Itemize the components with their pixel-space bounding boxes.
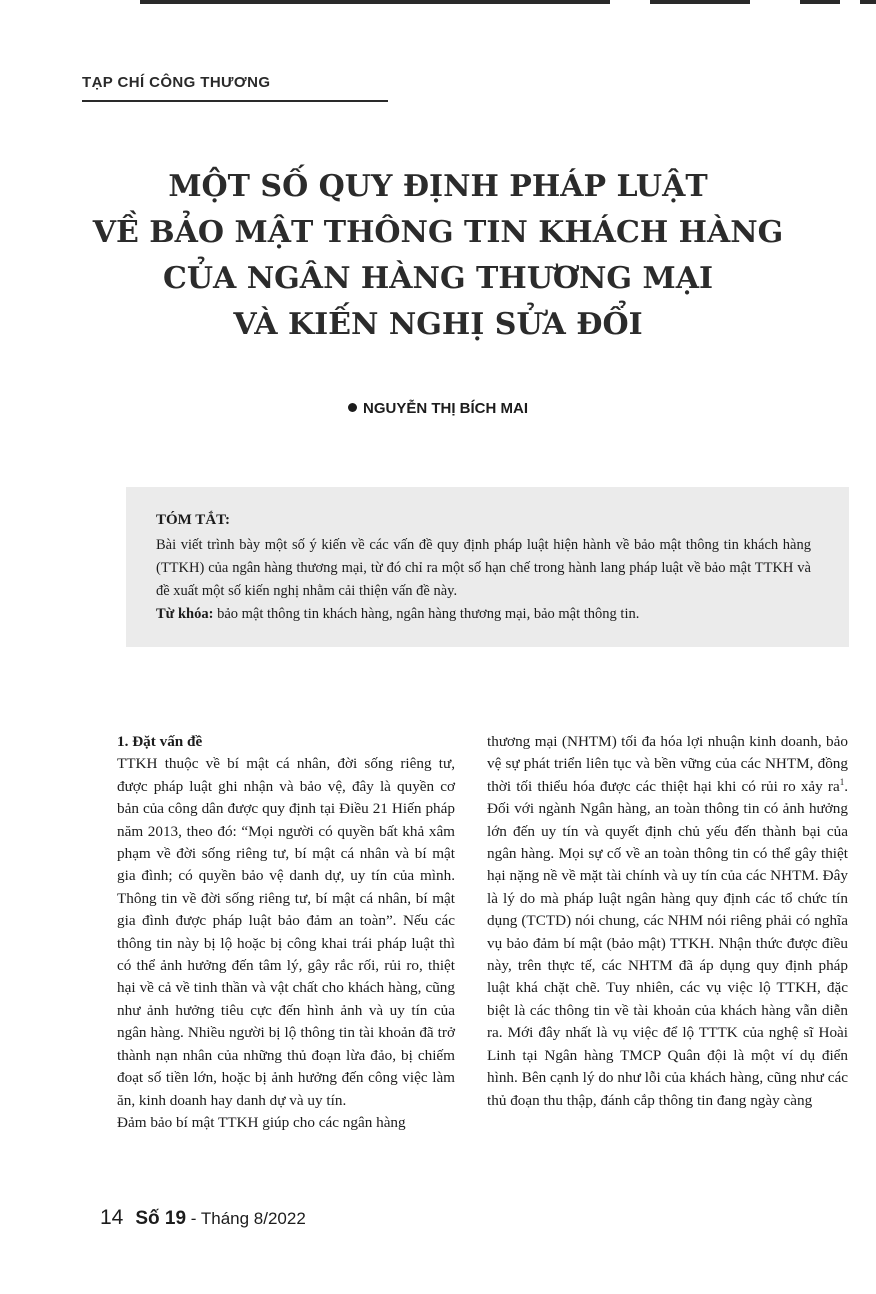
paragraph: TTKH thuộc về bí mật cá nhân, đời sống riêng tư, được pháp luật ghi nhận và bảo vệ, đây là quyền cơ bản của công dân được quy định tại Điều 21 Hiến pháp năm 2013, theo đó: “Mọi người có quyền bất khả xâm phạm về đời sống riêng tư, bí mật cá nhân và bí mật gia đình; có quyền bảo vệ danh dự, uy tín của mình. Thông tin về đời sống riêng tư, bí mật cá nhân, bí mật gia đình được pháp luật bảo đảm an toàn”. Nếu các thông tin này bị lộ hoặc bị công khai trái pháp luật thì có thể ảnh hưởng đến tâm lý, gây rắc rối, rủi ro, thiệt hại về cả về tinh thần và vật chất cho khách hàng, cũng như ảnh hưởng tiêu cực đến hình ảnh và uy tín của ngân hàng. Nhiều người bị lộ thông tin tài khoản đã trở thành nạn nhân của những thủ đoạn lừa đảo, bị chiếm đoạt số tiền lớn, hoặc bị ảnh hưởng đến công việc làm ăn, kinh doanh hay danh dự và uy tín. <box>117 755 455 1109</box>
title-line: VỀ BẢO MẬT THÔNG TIN KHÁCH HÀNG <box>92 215 784 250</box>
keywords <box>156 603 811 626</box>
title-line: VÀ KIẾN NGHỊ SỬA ĐỔI <box>233 307 643 342</box>
keywords-text: bảo mật thông tin khách hàng, ngân hàng thương mại, bảo mật thông tin. <box>217 606 640 622</box>
abstract-heading: TÓM TẮT: <box>156 512 231 528</box>
top-rule <box>140 0 876 4</box>
body-column-right <box>487 731 848 1112</box>
journal-name: TẠP CHÍ CÔNG THƯƠNG <box>82 74 271 91</box>
footnote-ref[interactable]: 1 <box>839 776 845 787</box>
author-name: NGUYỄN THỊ BÍCH MAI <box>363 400 528 417</box>
page-number: 14 <box>100 1206 124 1229</box>
section-heading: 1. Đặt vấn đề <box>117 733 203 750</box>
abstract-box <box>126 487 849 647</box>
author-line <box>80 400 796 417</box>
keywords-label: Từ khóa: <box>156 606 214 622</box>
title-line: MỘT SỐ QUY ĐỊNH PHÁP LUẬT <box>168 169 708 204</box>
abstract-text: Bài viết trình bày một số ý kiến về các vấn đề quy định pháp luật hiện hành về bảo mật thông tin khách hàng (TTKH) của ngân hàng thương mại, từ đó chỉ ra một số hạn chế trong hành lang pháp luật về bảo mật TTKH và đề xuất một số kiến nghị nhằm cải thiện vấn đề này. <box>156 537 811 599</box>
paragraph <box>487 731 848 1112</box>
title-line: CỦA NGÂN HÀNG THƯƠNG MẠI <box>162 261 714 296</box>
bullet-icon <box>348 403 357 412</box>
paragraph-text: thương mại (NHTM) tối đa hóa lợi nhuận kinh doanh, bảo vệ sự phát triển liên tục và bền vững của các NHTM, đồng thời tối thiểu hóa được các thiệt hại khi có rủi ro xảy ra <box>487 733 848 795</box>
paragraph-text: . Đối với ngành Ngân hàng, an toàn thông tin có ảnh hưởng lớn đến uy tín và quyết định chủ yếu đến thành bại của ngân hàng. Mọi sự cố về an toàn thông tin có thể gây thiệt hại nặng nề về mặt tài chính và uy tín của các NHTM. Đây là lý do mà pháp luật ngân hàng quy định các tổ chức tín dụng (TCTD) nói chung, các NHM nói riêng phải có nghĩa vụ bảo đảm bí mật (bảo mật) TTKH. Nhận thức được điều này, trên thực tế, các NHTM đã áp dụng quy định pháp luật khá chặt chẽ. Tuy nhiên, các vụ việc lộ TTKH, đặc biệt là các thông tin về tài khoản của khách hàng vẫn diễn ra. Mới đây nhất là vụ việc để lộ TTTK của nghệ sĩ Hoài Linh tại Ngân hàng TMCP Quân đội là một ví dụ điển hình. Bên cạnh lý do như lỗi của khách hàng, cũng như các thủ đoạn thu thập, đánh cắp thông tin đang ngày càng <box>487 777 848 1109</box>
paragraph: Đảm bảo bí mật TTKH giúp cho các ngân hàng <box>117 1113 406 1131</box>
article-title <box>80 164 796 348</box>
page-footer <box>100 1206 306 1230</box>
issue-date: - Tháng 8/2022 <box>186 1209 306 1228</box>
body-column-left <box>117 731 455 1134</box>
issue-number: Số 19 <box>135 1208 187 1229</box>
journal-underline <box>82 100 388 102</box>
